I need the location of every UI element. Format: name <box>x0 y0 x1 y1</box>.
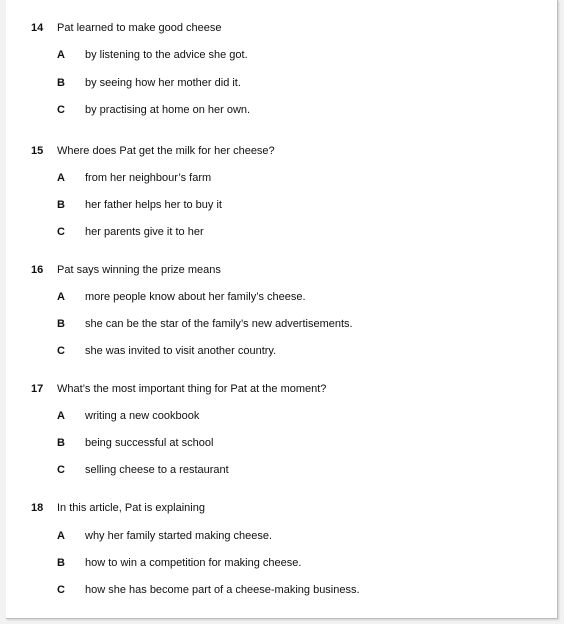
question-number: 16 <box>31 264 44 276</box>
question-number: 17 <box>31 383 44 395</box>
option-letter: C <box>57 226 65 238</box>
option-letter: A <box>57 410 65 422</box>
option-letter: C <box>57 104 65 116</box>
option-letter: C <box>57 345 65 357</box>
question-text: In this article, Pat is explaining <box>57 502 205 514</box>
option-text: by seeing how her mother did it. <box>85 77 241 89</box>
question-number: 15 <box>31 145 44 157</box>
option-text: how she has become part of a cheese-making business. <box>85 584 360 596</box>
option-letter: A <box>57 291 65 303</box>
question-text: Pat learned to make good cheese <box>57 22 222 34</box>
option-letter: A <box>57 49 65 61</box>
option-letter: A <box>57 530 65 542</box>
option-letter: B <box>57 437 65 449</box>
option-text: by listening to the advice she got. <box>85 49 248 61</box>
option-letter: C <box>57 464 65 476</box>
option-text: by practising at home on her own. <box>85 104 251 116</box>
option-letter: B <box>57 318 65 330</box>
option-text: from her neighbour’s farm <box>85 172 212 184</box>
question-text: Pat says winning the prize means <box>57 264 221 276</box>
option-letter: C <box>57 584 65 596</box>
question-number: 18 <box>31 502 44 514</box>
option-letter: A <box>57 172 65 184</box>
option-text: writing a new cookbook <box>85 410 200 422</box>
option-letter: B <box>57 199 65 211</box>
option-text: being successful at school <box>85 437 214 449</box>
option-text: selling cheese to a restaurant <box>85 464 229 476</box>
option-letter: B <box>57 557 65 569</box>
question-text: Where does Pat get the milk for her cheese? <box>57 145 275 157</box>
question-text: What’s the most important thing for Pat at the moment? <box>57 383 327 395</box>
question-number: 14 <box>31 22 44 34</box>
option-text: why her family started making cheese. <box>85 530 273 542</box>
option-text: she can be the star of the family’s new advertisements. <box>85 318 353 330</box>
exam-page <box>6 0 558 619</box>
option-text: how to win a competition for making cheese. <box>85 557 302 569</box>
option-text: more people know about her family’s cheese. <box>85 291 306 303</box>
option-text: she was invited to visit another country. <box>85 345 277 357</box>
option-letter: B <box>57 77 65 89</box>
option-text: her parents give it to her <box>85 226 204 238</box>
option-text: her father helps her to buy it <box>85 199 222 211</box>
